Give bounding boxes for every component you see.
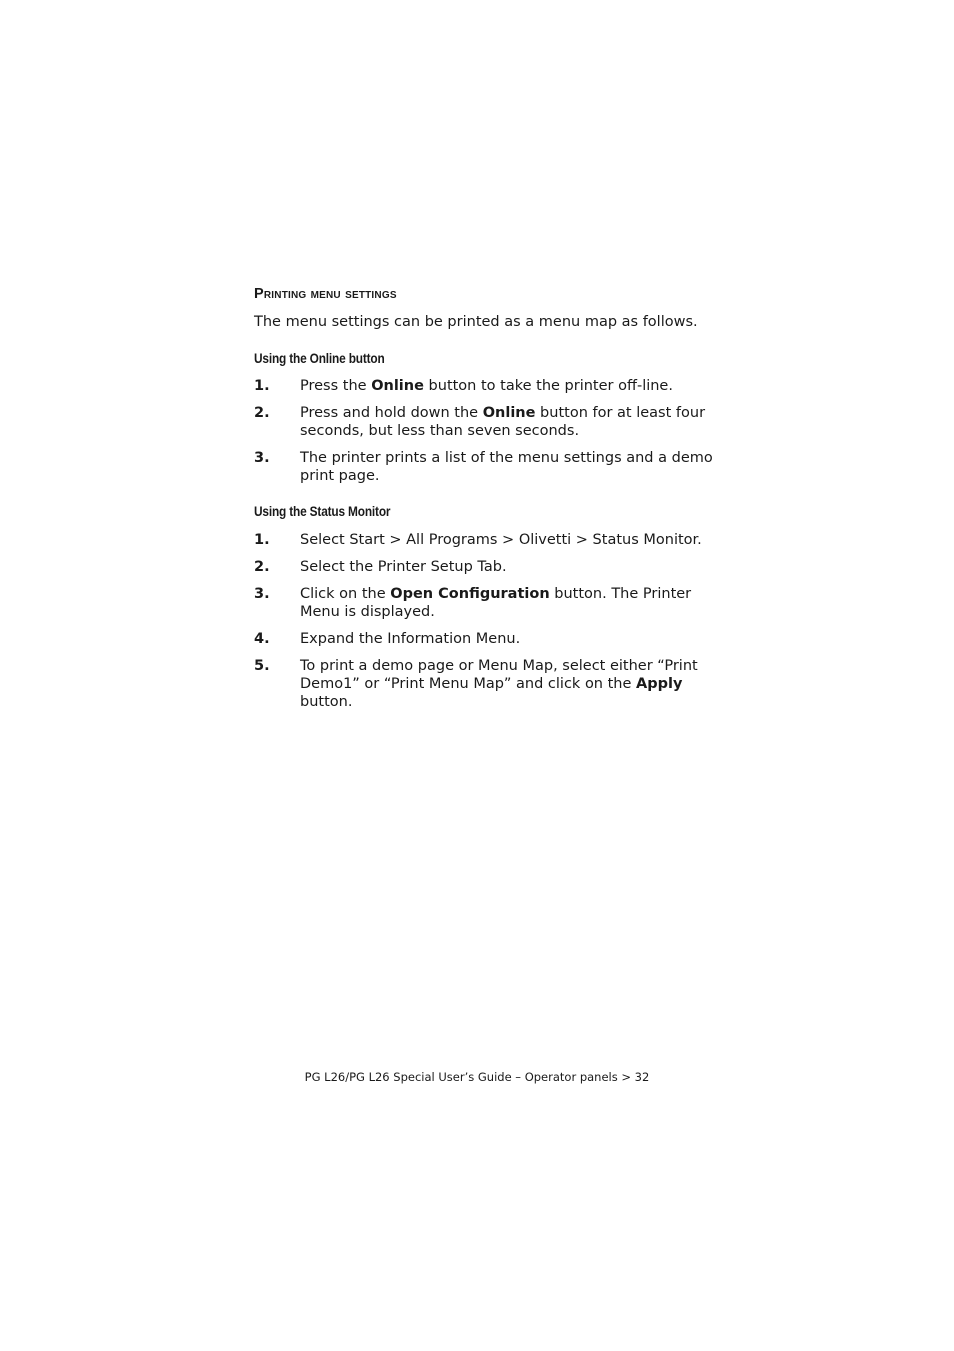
online-button-heading: Using the Online button (254, 351, 385, 366)
step-number: 1. (254, 532, 270, 548)
step-text: Select the Printer Setup Tab. (300, 559, 507, 575)
step-text: Click on the Open Configuration button. The Printer Menu is displayed. (300, 586, 692, 620)
step-text: The printer prints a list of the menu settings and a demo print page. (300, 450, 713, 484)
step-text: To print a demo page or Menu Map, select either “Print Demo1” or “Print Menu Map” and click on the Apply button. (300, 658, 698, 710)
step-number: 1. (254, 378, 270, 394)
page-footer: PG L26/PG L26 Special User’s Guide – Operator panels > 32 (304, 1070, 650, 1084)
step-text: Press and hold down the Online button for at least four seconds, but less than seven seconds. (300, 405, 706, 439)
step-number: 5. (254, 658, 270, 674)
step-text: Expand the Information Menu. (300, 631, 521, 647)
step-number: 2. (254, 559, 270, 575)
step-text: Select Start > All Programs > Olivetti > Status Monitor. (300, 532, 702, 548)
intro-paragraph: The menu settings can be printed as a menu map as follows. (254, 314, 698, 330)
section-title: Printing menu settings (254, 286, 397, 302)
step-number: 2. (254, 405, 270, 421)
status-monitor-heading: Using the Status Monitor (254, 504, 391, 519)
step-number: 4. (254, 631, 270, 647)
step-text: Press the Online button to take the printer off-line. (300, 378, 673, 394)
step-number: 3. (254, 586, 270, 602)
step-number: 3. (254, 450, 270, 466)
